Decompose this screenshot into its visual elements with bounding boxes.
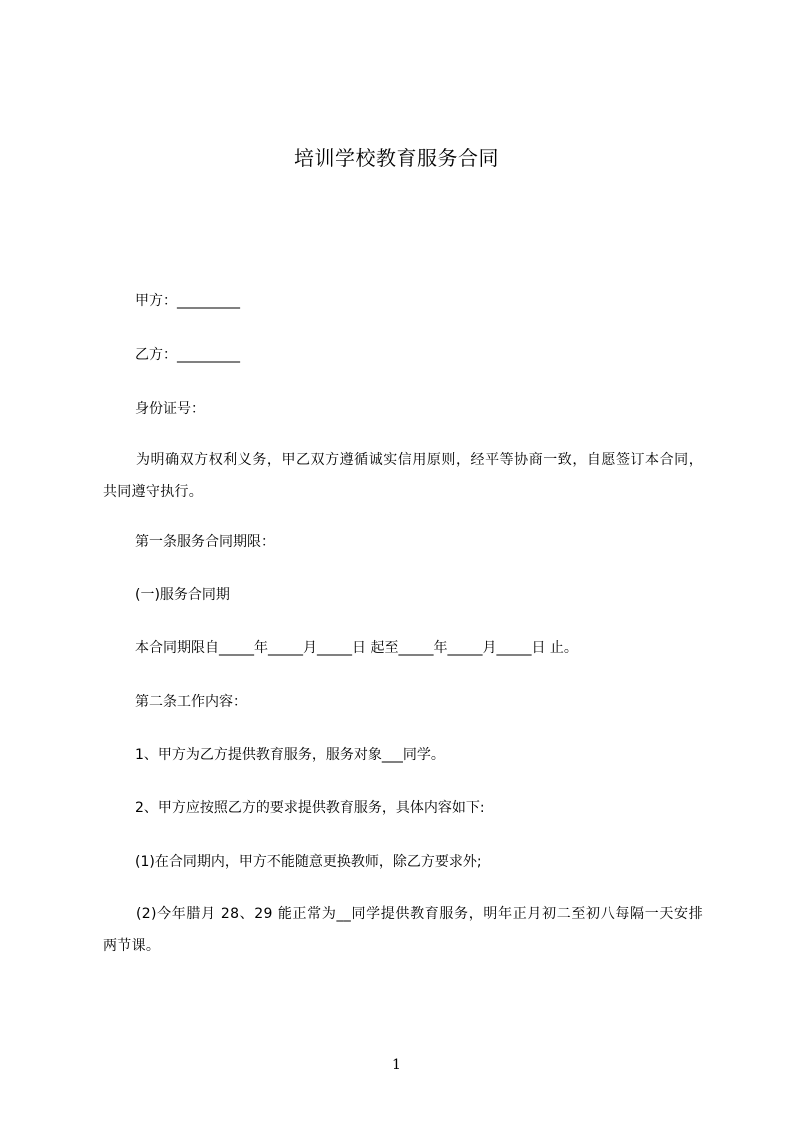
- sub-item-1: (1)在合同期内，甲方不能随意更换教师，除乙方要求外;: [135, 854, 482, 870]
- article-1-heading: 第一条服务合同期限：: [135, 534, 275, 550]
- sub-item-2: (2)今年腊月 28、29 能正常为__同学提供教育服务，明年正月初二至初八每隔一天安排两节课。: [103, 906, 703, 954]
- party-a-line: 甲方：_________: [135, 293, 240, 309]
- party-b-line: 乙方：_________: [135, 347, 240, 363]
- contract-term-line: 本合同期限自_____年_____月_____日 起至_____年_____月_____日 止。: [135, 640, 578, 656]
- document-title: 培训学校教育服务合同: [294, 146, 499, 170]
- id-number-line: 身份证号：: [135, 401, 205, 417]
- page-number: 1: [392, 1057, 401, 1073]
- article-2-heading: 第二条工作内容：: [135, 694, 247, 710]
- item-2: 2、甲方应按照乙方的要求提供教育服务，具体内容如下:: [135, 800, 485, 816]
- item-1: 1、甲方为乙方提供教育服务，服务对象___同学。: [135, 747, 445, 763]
- article-1-subheading: (一)服务合同期: [135, 587, 230, 603]
- intro-paragraph: 为明确双方权利义务，甲乙双方遵循诚实信用原则，经平等协商一致，自愿签订本合同，共同遵守执行。: [103, 452, 703, 500]
